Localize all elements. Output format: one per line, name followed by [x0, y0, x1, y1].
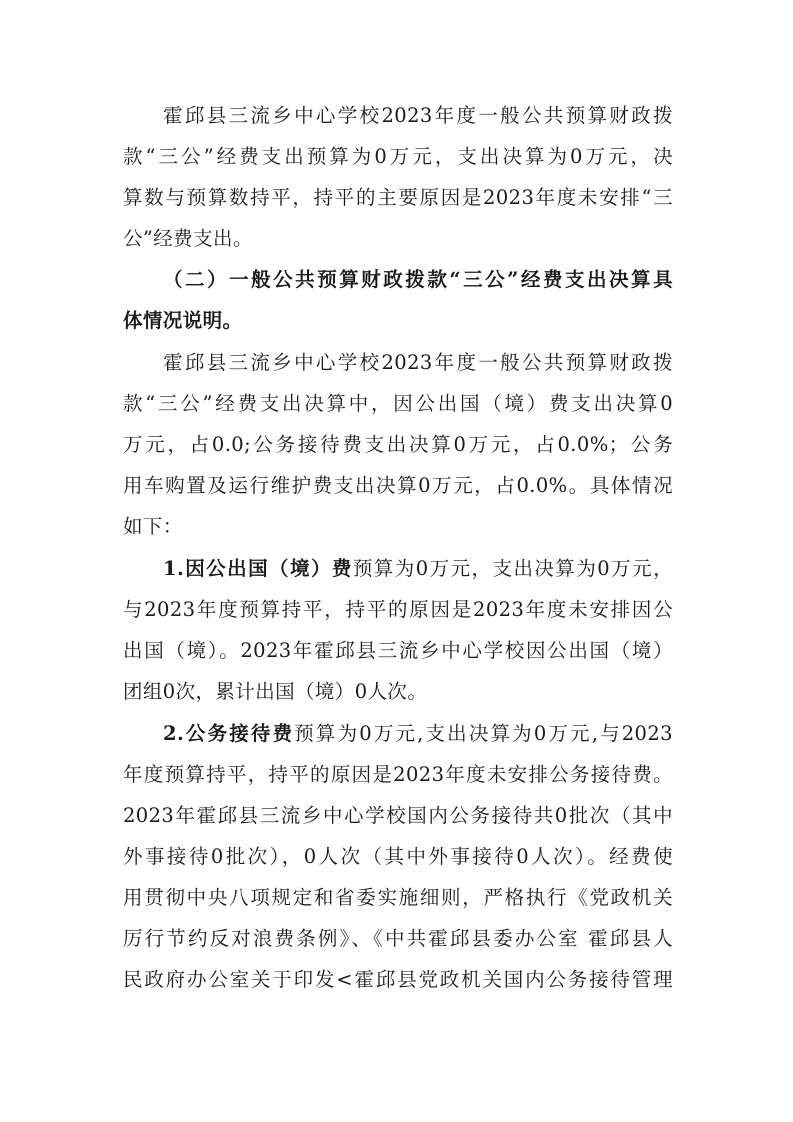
paragraph-1-line-4: 公”经费支出。 — [123, 227, 253, 250]
item-2-heading: 2.公务接待费 — [163, 722, 295, 745]
paragraph-2-line-5: 如下： — [123, 515, 183, 538]
paragraph-1-line-2: 款“三公”经费支出预算为0万元，支出决算为0万元，决 — [123, 145, 673, 168]
item-2-line-4: 外事接待0批次），0人次（其中外事接待0人次）。经费使 — [123, 845, 673, 868]
item-1-line-4: 团组0次，累计出国（境）0人次。 — [123, 680, 428, 703]
paragraph-1-line-1: 霍邱县三流乡中心学校2023年度一般公共预算财政拨 — [163, 104, 673, 127]
item-1-line-2: 与2023年度预算持平，持平的原因是2023年度未安排因公 — [123, 598, 673, 621]
paragraph-2-line-4: 用车购置及运行维护费支出决算0万元，占0.0%。具体情况 — [123, 474, 673, 497]
section-heading-line-2: 体情况说明。 — [123, 309, 243, 332]
paragraph-1-line-3: 算数与预算数持平，持平的主要原因是2023年度未安排“三 — [123, 186, 673, 209]
paragraph-2-line-2: 款“三公”经费支出决算中，因公出国（境）费支出决算0 — [123, 392, 673, 415]
item-2-line-5: 用贯彻中央八项规定和省委实施细则，严格执行《党政机关 — [123, 886, 673, 909]
item-2-line-2: 年度预算持平，持平的原因是2023年度未安排公务接待费。 — [123, 763, 673, 786]
item-2-line-6: 厉行节约反对浪费条例》、《中共霍邱县委办公室 霍邱县人 — [123, 927, 673, 950]
item-2-line-3: 2023年霍邱县三流乡中心学校国内公务接待共0批次（其中 — [123, 804, 673, 827]
paragraph-2-line-1: 霍邱县三流乡中心学校2023年度一般公共预算财政拨 — [163, 351, 673, 374]
item-1-line-3: 出国（境）。2023年霍邱县三流乡中心学校因公出国（境） — [123, 639, 673, 662]
item-2-line-7: 民政府办公室关于印发<霍邱县党政机关国内公务接待管理 — [123, 968, 673, 991]
item-1-heading: 1.因公出国（境）费 — [163, 557, 353, 580]
paragraph-2-line-3: 万元，占0.0;公务接待费支出决算0万元，占0.0%；公务 — [123, 433, 673, 456]
item-2-line-1: 2.公务接待费预算为0万元,支出决算为0万元,与2023 — [163, 722, 673, 745]
item-1-line-1: 1.因公出国（境）费预算为0万元，支出决算为0万元， — [163, 557, 673, 580]
section-heading-line-1: （二）一般公共预算财政拨款“三公”经费支出决算具 — [163, 268, 673, 291]
